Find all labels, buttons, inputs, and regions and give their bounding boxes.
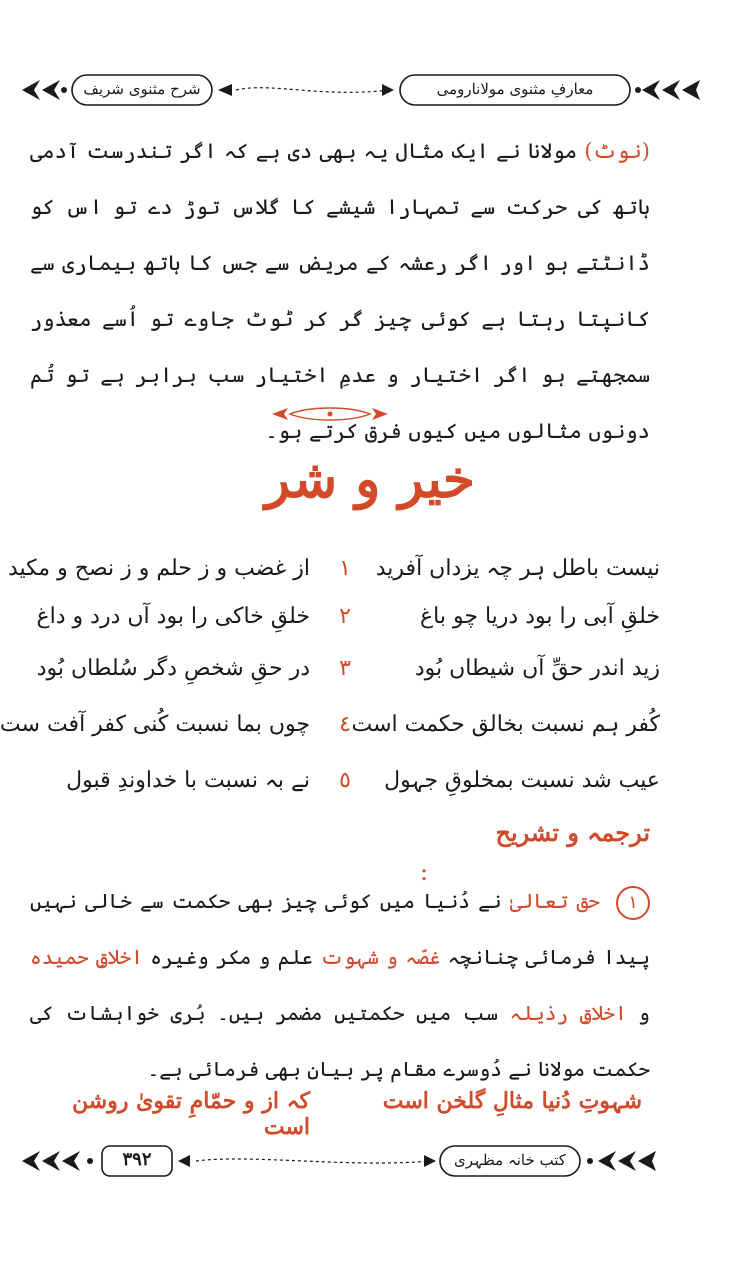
header-book-title: شرح مثنوی شریف	[83, 80, 201, 98]
verse-row	[20, 604, 660, 652]
highlight-phrase: غصّہ و شہوت	[320, 945, 441, 969]
running-header	[20, 62, 710, 118]
verse-row	[20, 768, 660, 816]
header-chapter-title: معارفِ مثنوی مولانارومی	[436, 80, 594, 98]
verse-first-hemistich: زید اندر حقِّ آں شیطاں بُود	[414, 656, 660, 681]
section-divider-ornament	[270, 402, 390, 426]
verse-number: ٤	[339, 712, 351, 737]
verse-first-hemistich: عیب شد نسبت بمخلوقِ جہول	[384, 768, 660, 793]
verse-row	[7, 556, 660, 604]
verse-number: ٢	[339, 604, 351, 629]
section-title: خیر و شر	[264, 449, 476, 510]
verse-first-hemistich: خلقِ آبی را بود دریا چو باغ	[420, 604, 660, 629]
running-footer	[20, 1138, 710, 1184]
highlight-phrase: اخلاقِ رذیلہ	[509, 1001, 627, 1025]
verse-row	[0, 712, 660, 760]
page-number: ٣٩٢	[122, 1149, 152, 1170]
highlight-phrase: اخلاقِ حمیدہ	[30, 945, 143, 969]
explanation-paragraph	[30, 873, 650, 1097]
verse-number: ٥	[339, 768, 351, 793]
translation-heading-mark: :	[420, 858, 429, 886]
couplet-first-hemistich: شہوتِ دُنیا مثالِ گلخن است	[382, 1088, 642, 1114]
verse-number: ٣	[339, 656, 351, 681]
verse-second-hemistich: از غضب و ز حلم و ز نصح و مکید	[7, 556, 310, 581]
verse-second-hemistich: خلقِ خاکی را بود آں درد و داغ	[36, 604, 310, 629]
highlight-phrase: حق تعالیٰ	[509, 889, 600, 913]
explanation-text: و	[638, 1001, 650, 1025]
verse-second-hemistich: نے بہ نسبت با خداوندِ قبول	[66, 768, 310, 793]
explanation-text: علم و مکر وغیرہ	[150, 945, 313, 969]
explanation-text: نے دُنیا میں کوئی چیز بھی حکمت سے خالی نہیں پیدا فرمائی چنانچہ	[30, 889, 651, 969]
verse-first-hemistich: کُفر ہم نسبت بخالق حکمت است	[351, 712, 660, 737]
verse-second-hemistich: در حقِ شخصِ دگر سُلطاں بُود	[36, 656, 310, 681]
verse-second-hemistich: چوں بما نسبت کُنی کفر آفت ست	[0, 712, 310, 737]
verse-row	[20, 656, 660, 704]
publisher-name: کتب خانہ مظہری	[454, 1151, 566, 1169]
explanation-number-circle: ١	[616, 886, 650, 920]
translation-heading: ترجمہ و تشریح	[495, 818, 650, 847]
verse-first-hemistich: نیست باطل ہر چہ یزداں آفرید	[375, 556, 660, 581]
note-text: مولانا نے ایک مثال یہ بھی دی ہے کہ اگر تندرست آدمی ہاتھ کی حرکت سے تمہارا شیشے کا گلاس توڑ دے تو اس کو ڈانٹتے ہو اور اگر رعشہ کے مریض سے جس کا ہاتھ بیماری سے کانپتا رہتا ہے کوئی چیز گر کر ٹوٹ جاوے تو اُسے معذور سمجھتے ہو اگر اختیار و عدمِ اختیار سب برابر ہے تو تُم دونوں مثالوں میں کیوں فرق کرتے ہو۔	[30, 139, 650, 443]
couplet-second-hemistich: کہ از و حمّامِ تقویٰ روشن است	[72, 1088, 310, 1140]
verse-number: ١	[339, 556, 351, 581]
explanation-text: سب میں حکمتیں مضمر ہیں۔ بُری خواہشات کی حکمت مولانا نے دُوسرے مقام پر بیان بھی فرمائی ہے۔	[30, 1001, 650, 1081]
note-label: (نوٹ)	[584, 139, 650, 163]
